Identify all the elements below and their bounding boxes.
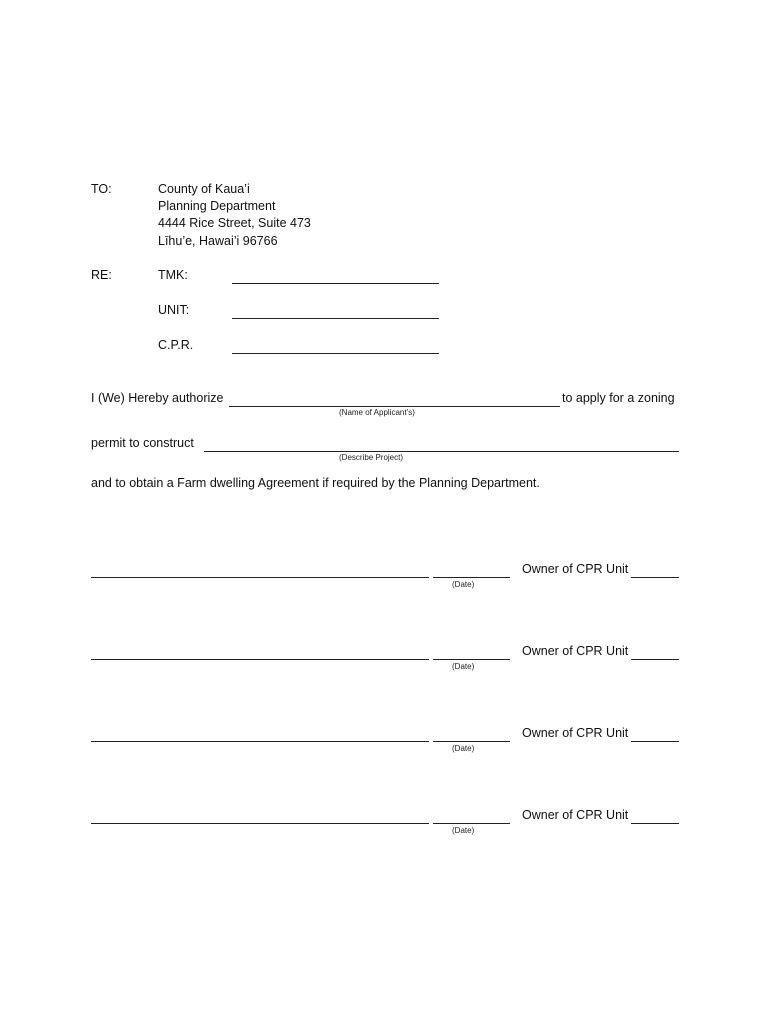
applicant-caption: (Name of Applicant’s) — [339, 408, 415, 417]
date-field[interactable] — [433, 561, 510, 578]
owner-label: Owner of CPR Unit — [522, 726, 629, 740]
tmk-label: TMK: — [158, 268, 188, 282]
unit-number-field[interactable] — [631, 561, 679, 578]
signature-field[interactable] — [91, 725, 429, 742]
owner-label: Owner of CPR Unit — [522, 562, 629, 576]
unit-field[interactable] — [232, 302, 439, 319]
date-field[interactable] — [433, 643, 510, 660]
signature-field[interactable] — [91, 643, 429, 660]
date-field[interactable] — [433, 725, 510, 742]
address-line-4: Līhu’e, Hawai’i 96766 — [158, 234, 278, 248]
owner-label: Owner of CPR Unit — [522, 644, 629, 658]
owner-label: Owner of CPR Unit — [522, 808, 629, 822]
signature-field[interactable] — [91, 561, 429, 578]
date-caption: (Date) — [452, 662, 475, 671]
unit-number-field[interactable] — [631, 725, 679, 742]
unit-number-field[interactable] — [631, 643, 679, 660]
unit-number-field[interactable] — [631, 807, 679, 824]
re-label: RE: — [91, 268, 112, 282]
applicant-name-field[interactable] — [229, 390, 560, 407]
farm-dwelling-statement: and to obtain a Farm dwelling Agreement if required by the Planning Department. — [91, 476, 540, 490]
project-caption: (Describe Project) — [339, 453, 404, 462]
address-line-2: Planning Department — [158, 199, 276, 213]
authorize-prefix: I (We) Hereby authorize — [91, 391, 224, 405]
construct-prefix: permit to construct — [91, 436, 194, 450]
authorize-suffix: to apply for a zoning — [562, 391, 675, 405]
address-line-1: County of Kaua’i — [158, 182, 250, 196]
cpr-field[interactable] — [232, 337, 439, 354]
cpr-label: C.P.R. — [158, 338, 194, 352]
signature-field[interactable] — [91, 807, 429, 824]
date-caption: (Date) — [452, 744, 475, 753]
address-line-3: 4444 Rice Street, Suite 473 — [158, 216, 311, 230]
date-caption: (Date) — [452, 580, 475, 589]
unit-label: UNIT: — [158, 303, 190, 317]
project-description-field[interactable] — [204, 435, 679, 452]
date-caption: (Date) — [452, 826, 475, 835]
to-label: TO: — [91, 182, 112, 196]
date-field[interactable] — [433, 807, 510, 824]
tmk-field[interactable] — [232, 267, 439, 284]
